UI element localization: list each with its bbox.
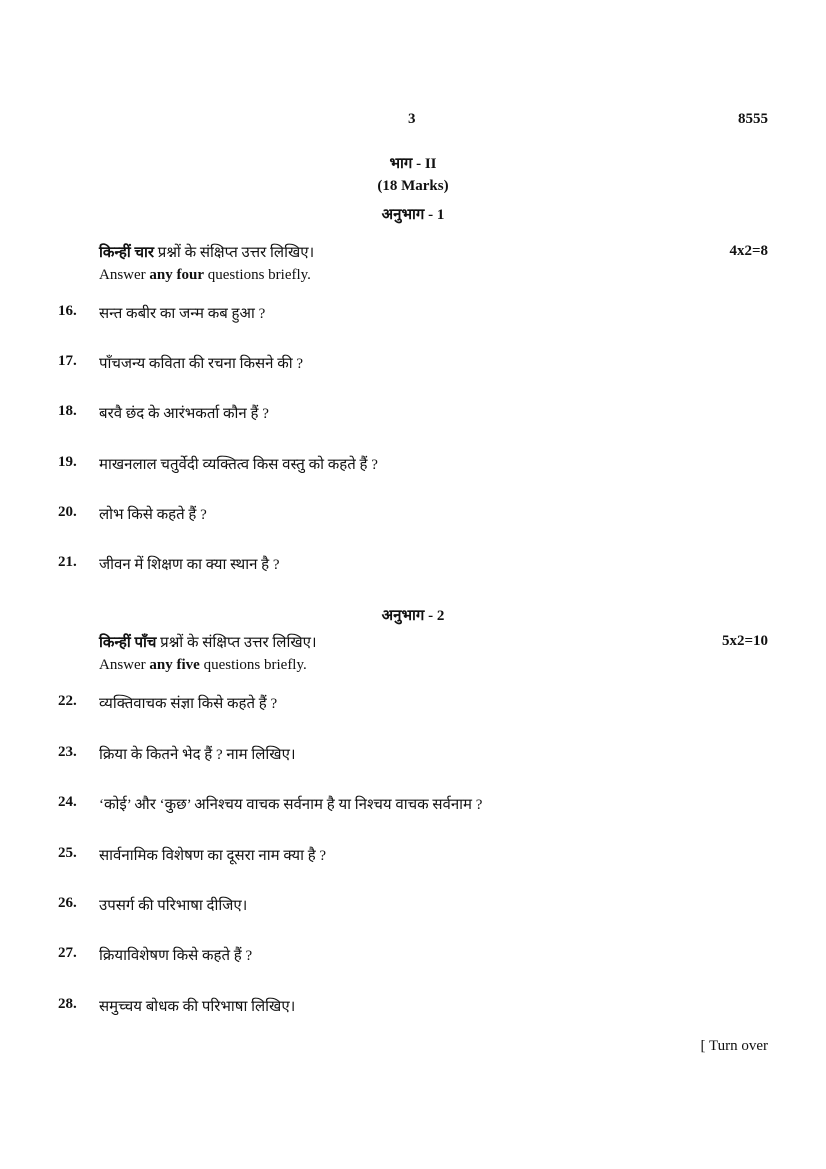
question-text: जीवन में शिक्षण का क्या स्थान है ? [99,557,280,573]
question-25 [58,845,326,865]
question-number: 22. [58,693,77,709]
section1-title: अनुभाग - 1 [381,207,445,223]
part-marks: (18 Marks) [377,178,449,194]
question-number: 27. [58,945,77,961]
question-26 [58,895,247,915]
question-text: क्रियाविशेषण किसे कहते हैं ? [99,948,253,964]
section1-instruction-en-post: questions briefly. [204,267,311,283]
question-22 [58,693,277,713]
question-19 [58,454,378,474]
section1-instruction-english [99,267,311,284]
section2-instruction-hindi-rest: प्रश्नों के संक्षिप्त उत्तर लिखिए। [156,635,317,651]
question-text: पाँचजन्य कविता की रचना किसने की ? [99,356,304,372]
page-number: 3 [408,111,416,127]
section1-instruction-en-pre: Answer [99,267,150,283]
question-17 [58,353,303,373]
question-21 [58,554,280,574]
section1-instruction-hindi-bold: किन्हीं चार [99,245,155,261]
question-text: क्रिया के कितने भेद हैं ? नाम लिखिए। [99,747,296,763]
question-text: व्यक्तिवाचक संज्ञा किसे कहते हैं ? [99,696,278,712]
question-number: 21. [58,554,77,570]
section2-marks: 5x2=10 [721,633,768,649]
section2-title: अनुभाग - 2 [381,608,445,624]
paper-code: 8555 [738,111,768,127]
section2-instruction-english [99,657,307,674]
question-number: 18. [58,403,77,419]
question-text: उपसर्ग की परिभाषा दीजिए। [99,898,248,914]
question-text: सार्वनामिक विशेषण का दूसरा नाम क्या है ? [99,848,327,864]
question-text: बरवै छंद के आरंभकर्ता कौन हैं ? [99,406,269,422]
question-number: 26. [58,895,77,911]
question-16 [58,303,265,323]
question-text: ‘कोई’ और ‘कुछ’ अनिश्चय वाचक सर्वनाम है या निश्चय वाचक सर्वनाम ? [99,797,483,813]
question-20 [58,504,207,524]
question-number: 17. [58,353,77,369]
question-27 [58,945,252,965]
question-number: 28. [58,996,77,1012]
section2-instruction-en-bold: any five [149,657,200,673]
question-text: समुच्चय बोधक की परिभाषा लिखिए। [99,999,296,1015]
section2-instruction-en-pre: Answer [99,657,150,673]
turn-over-note: [ Turn over [700,1038,768,1054]
question-number: 24. [58,794,77,810]
question-18 [58,403,269,423]
question-text: सन्त कबीर का जन्म कब हुआ ? [99,306,266,322]
question-number: 25. [58,845,77,861]
question-number: 20. [58,504,77,520]
section2-instruction-en-post: questions briefly. [199,657,307,673]
section1-instruction-hindi-rest: प्रश्नों के संक्षिप्त उत्तर लिखिए। [154,245,315,261]
question-24 [58,794,482,814]
part-title: भाग - II [389,156,437,172]
question-number: 19. [58,454,77,470]
question-28 [58,996,295,1016]
question-text: लोभ किसे कहते हैं ? [99,507,207,523]
section2-instruction-hindi [99,632,317,652]
question-number: 23. [58,744,77,760]
section1-instruction-en-bold: any four [149,267,204,283]
section2-instruction-hindi-bold: किन्हीं पाँच [99,635,157,651]
question-23 [58,744,296,764]
section1-marks: 4x2=8 [729,243,768,259]
section1-instruction-hindi [99,242,314,262]
question-text: माखनलाल चतुर्वेदी व्यक्तित्व किस वस्तु को कहते हैं ? [99,457,378,473]
question-number: 16. [58,303,77,319]
